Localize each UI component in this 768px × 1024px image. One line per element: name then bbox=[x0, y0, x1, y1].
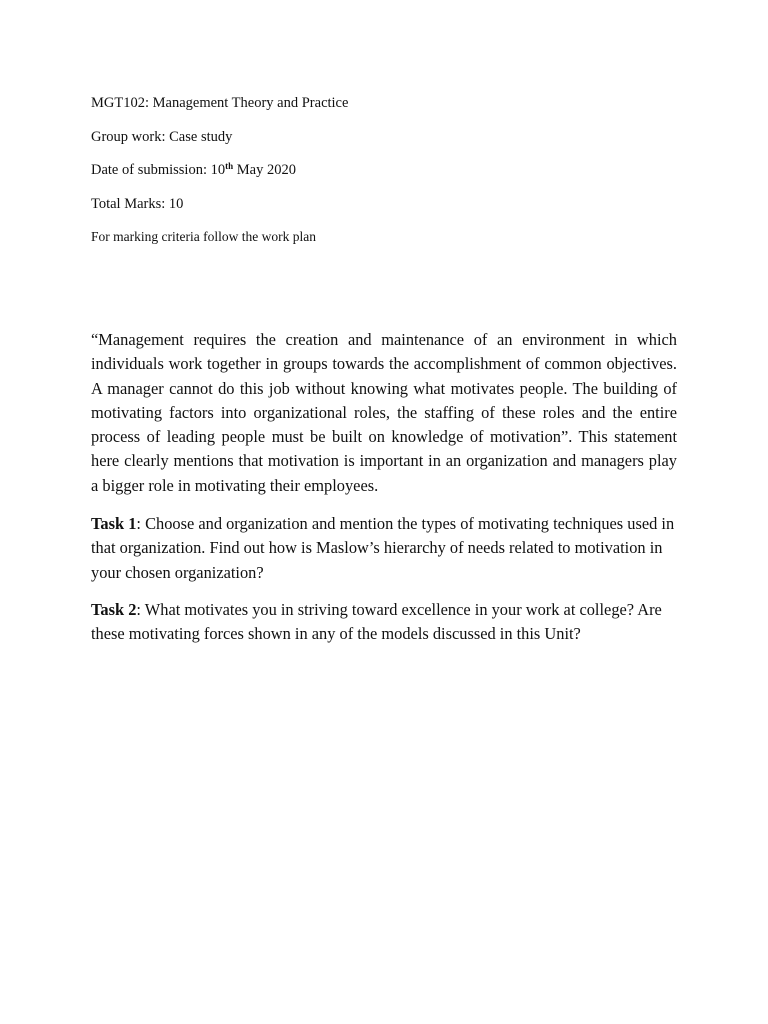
submission-date-ordinal: th bbox=[225, 161, 234, 171]
task-2-paragraph bbox=[91, 598, 677, 647]
submission-date-suffix: May 2020 bbox=[233, 162, 296, 178]
task-1-label: Task 1 bbox=[91, 514, 137, 533]
group-work-line: Group work: Case study bbox=[91, 128, 233, 145]
submission-date-prefix: Date of submission: 10 bbox=[91, 162, 226, 178]
total-marks-line: Total Marks: 10 bbox=[91, 195, 184, 212]
assignment-header bbox=[91, 92, 691, 260]
submission-date-line bbox=[91, 159, 691, 181]
task-2-text: : What motivates you in striving toward excellence in your work at college? Are these motivating forces shown in any of the models discussed in this Unit? bbox=[91, 600, 662, 644]
task-1-text: : Choose and organization and mention the types of motivating techniques used in that organization. Find out how is Maslow’s hierarchy of needs related to motivation in your chosen organization? bbox=[91, 514, 675, 582]
course-title: MGT102: Management Theory and Practice bbox=[91, 95, 349, 111]
marking-criteria-line: For marking criteria follow the work plan bbox=[91, 229, 316, 244]
quote-paragraph: “Management requires the creation and maintenance of an environment in which individuals work together in groups towards the accomplishment of common objectives. A manager cannot do this job without knowing what motivates people. The building of motivating factors into organizational roles, the staffing of these roles and the entire process of leading people must be built on knowledge of motivation”. This statement here clearly mentions that motivation is important in an organization and managers play a bigger role in motivating their employees. bbox=[91, 330, 677, 495]
task-1-paragraph bbox=[91, 512, 677, 585]
task-2-label: Task 2 bbox=[91, 600, 137, 619]
